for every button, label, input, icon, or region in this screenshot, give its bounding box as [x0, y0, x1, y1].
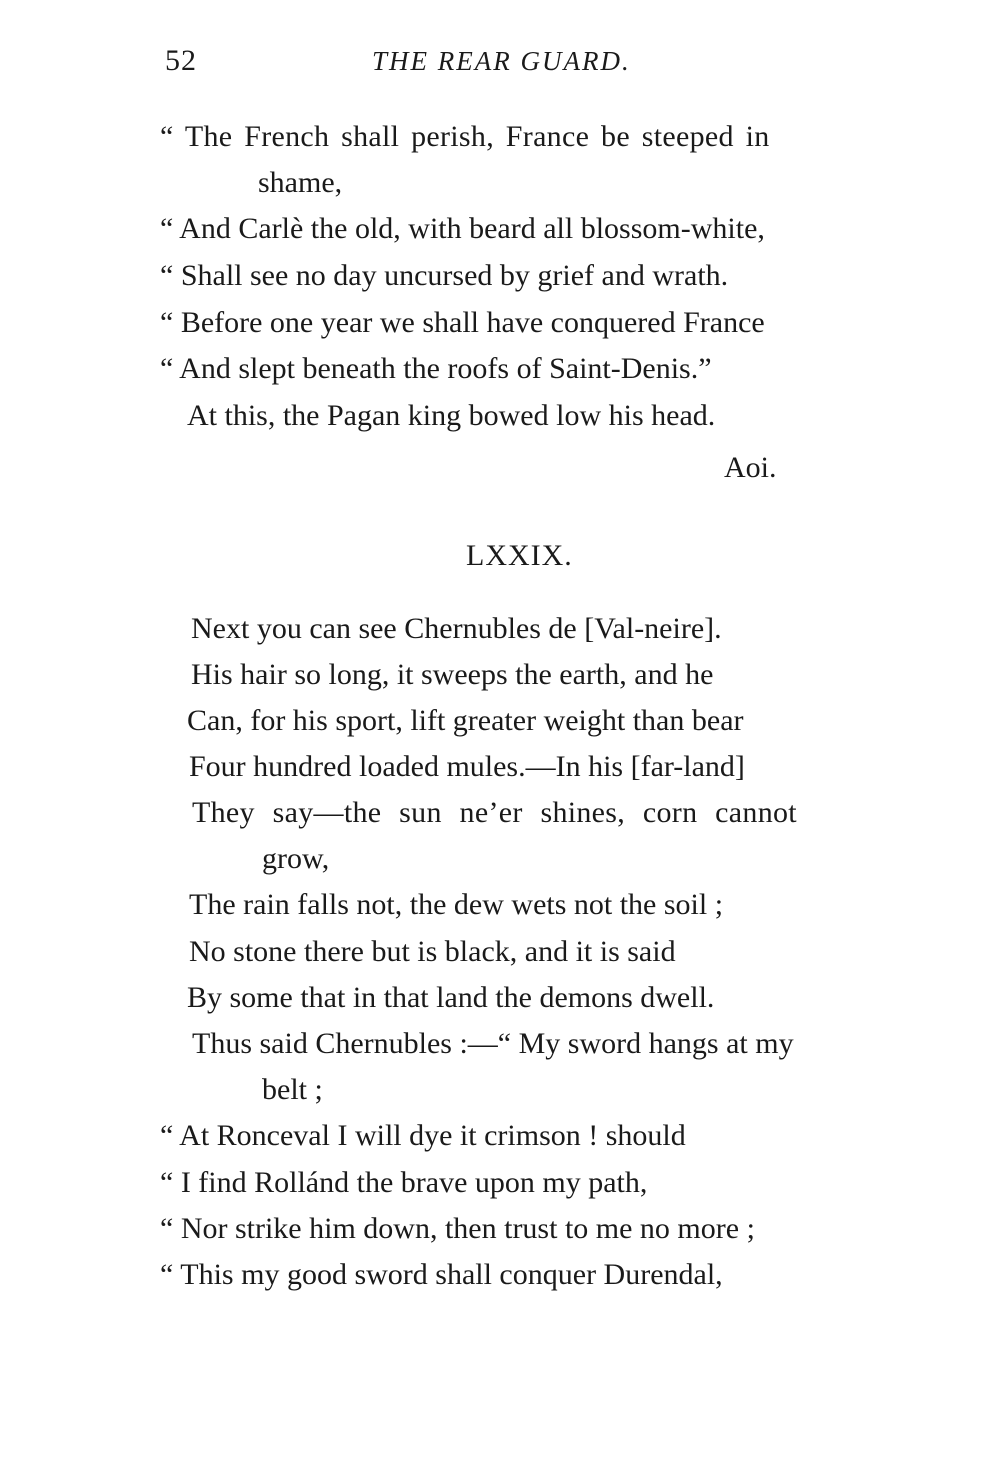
- verse-line: The rain falls not, the dew wets not the soil ;: [189, 888, 724, 921]
- verse-line: Next you can see Chernubles de [Val-neire].: [191, 612, 722, 645]
- verse-line: “ Before one year we shall have conquered France: [160, 306, 765, 339]
- verse-line: “ And Carlè the old, with beard all blossom-white,: [160, 212, 765, 245]
- verse-line: No stone there but is black, and it is said: [189, 935, 676, 968]
- verse-line: “ This my good sword shall conquer Durendal,: [160, 1258, 723, 1291]
- verse-line: His hair so long, it sweeps the earth, and he: [191, 658, 714, 691]
- verse-line-continuation: belt ;: [262, 1073, 323, 1106]
- verse-line: “ At Ronceval I will dye it crimson ! should: [160, 1119, 686, 1152]
- verse-line: “ Shall see no day uncursed by grief and wrath.: [160, 259, 729, 292]
- page-number: 52: [165, 44, 197, 77]
- verse-line: Can, for his sport, lift greater weight than bear: [187, 704, 744, 737]
- verse-line: At this, the Pagan king bowed low his head.: [187, 399, 716, 432]
- verse-line: Four hundred loaded mules.—In his [far-land]: [189, 750, 745, 783]
- verse-line: “ Nor strike him down, then trust to me no more ;: [160, 1212, 755, 1245]
- refrain-aoi: Aoi.: [724, 451, 777, 484]
- verse-line-continuation: shame,: [258, 166, 343, 199]
- section-heading: LXXIX.: [466, 539, 573, 572]
- verse-line: “ The French shall perish, France be steeped in: [160, 120, 770, 153]
- verse-line: Thus said Chernubles :—“ My sword hangs at my: [192, 1027, 794, 1060]
- verse-line-continuation: grow,: [262, 842, 330, 875]
- running-title: THE REAR GUARD.: [372, 46, 631, 76]
- verse-line: By some that in that land the demons dwell.: [187, 981, 715, 1014]
- verse-line: They say—the sun ne’er shines, corn cannot: [192, 796, 797, 829]
- verse-line: “ I find Rollánd the brave upon my path,: [160, 1166, 648, 1199]
- verse-line: “ And slept beneath the roofs of Saint-Denis.”: [160, 352, 712, 385]
